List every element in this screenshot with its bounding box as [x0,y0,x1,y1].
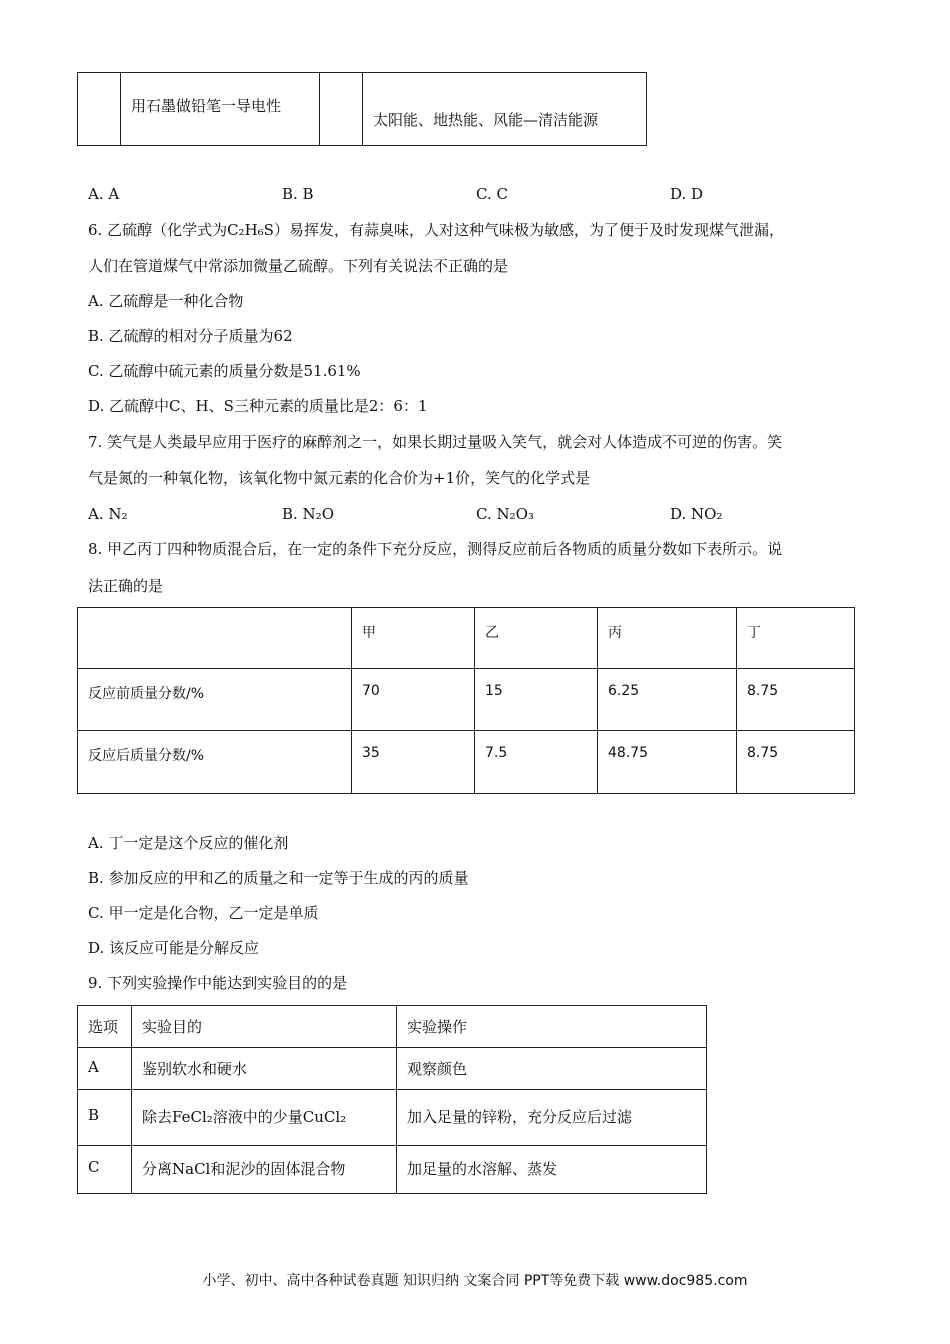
q9-header-purpose: 实验目的 [132,1006,397,1048]
q5-option-b: B. B [282,185,314,203]
q6-option-d: D. 乙硫醇中C、H、S三种元素的质量比是2：6：1 [88,397,428,415]
q8-table [77,607,855,794]
q8-option-a: A. 丁一定是这个反应的催化剂 [88,834,289,852]
q9-table-row [78,1048,707,1090]
q9-row-a-option: A [78,1048,132,1090]
top-table-cell-left: 用石墨做铅笔一导电性 [121,73,320,146]
q8-header-ding: 丁 [737,608,855,669]
q8-table-row [78,669,855,731]
top-table-cell-right: 太阳能、地热能、风能—清洁能源 [363,73,647,146]
q8-row2-label: 反应后质量分数/% [78,731,352,794]
q8-row2-ding: 8.75 [737,731,855,794]
q8-stem-line1: 8. 甲乙丙丁四种物质混合后，在一定的条件下充分反应，测得反应前后各物质的质量分数如下表所示。说 [88,540,783,558]
q8-option-d: D. 该反应可能是分解反应 [88,939,260,957]
q9-row-a-operation: 观察颜色 [397,1048,707,1090]
q9-row-b-purpose: 除去FeCl₂溶液中的少量CuCl₂ [132,1090,397,1146]
q8-header-jia: 甲 [352,608,475,669]
q9-row-c-purpose: 分离NaCl和泥沙的固体混合物 [132,1146,397,1194]
q6-stem-line2: 人们在管道煤气中常添加微量乙硫醇。下列有关说法不正确的是 [88,257,509,275]
q7-option-c: C. N₂O₃ [476,505,534,523]
q9-row-a-purpose: 鉴别软水和硬水 [132,1048,397,1090]
q8-row2-bing: 48.75 [598,731,737,794]
q6-option-b: B. 乙硫醇的相对分子质量为62 [88,327,293,345]
q8-row1-bing: 6.25 [598,669,737,731]
top-table-empty-cell-1 [78,73,121,146]
q9-stem: 9. 下列实验操作中能达到实验目的的是 [88,974,348,992]
q9-table-row [78,1146,707,1194]
q9-row-c-operation: 加足量的水溶解、蒸发 [397,1146,707,1194]
q9-row-b-option: B [78,1090,132,1146]
q6-stem-line1: 6. 乙硫醇（化学式为C₂H₆S）易挥发，有蒜臭味，人对这种气味极为敏感，为了便于及时发现煤气泄漏， [88,221,784,239]
q5-option-a: A. A [88,185,120,203]
q9-row-c-option: C [78,1146,132,1194]
q8-row2-yi: 7.5 [475,731,598,794]
q8-row2-jia: 35 [352,731,475,794]
q8-table-header-row [78,608,855,669]
q7-option-a: A. N₂ [88,505,128,523]
q5-option-d: D. D [670,185,704,203]
q9-table [77,1005,707,1194]
q8-stem-line2: 法正确的是 [88,577,164,595]
q8-table-row [78,731,855,794]
q5-option-c: C. C [476,185,508,203]
page-footer: 小学、初中、高中各种试卷真题 知识归纳 文案合同 PPT等免费下载 www.doc985.com [202,1273,748,1289]
q7-option-b: B. N₂O [282,505,334,523]
top-table [77,72,647,146]
q9-header-option: 选项 [78,1006,132,1048]
q7-option-d: D. NO₂ [670,505,723,523]
q8-option-b: B. 参加反应的甲和乙的质量之和一定等于生成的丙的质量 [88,869,469,887]
q6-option-c: C. 乙硫醇中硫元素的质量分数是51.61% [88,362,361,380]
q8-row1-label: 反应前质量分数/% [78,669,352,731]
q8-header-yi: 乙 [475,608,598,669]
q9-row-b-operation: 加入足量的锌粉，充分反应后过滤 [397,1090,707,1146]
q6-option-a: A. 乙硫醇是一种化合物 [88,292,244,310]
q8-option-c: C. 甲一定是化合物，乙一定是单质 [88,904,319,922]
top-table-empty-cell-2 [320,73,363,146]
q7-stem-line2: 气是氮的一种氧化物，该氧化物中氮元素的化合价为+1价，笑气的化学式是 [88,469,591,487]
q9-header-operation: 实验操作 [397,1006,707,1048]
q9-table-row [78,1090,707,1146]
q7-stem-line1: 7. 笑气是人类最早应用于医疗的麻醉剂之一，如果长期过量吸入笑气，就会对人体造成不可逆的伤害。笑 [88,433,783,451]
q8-row1-jia: 70 [352,669,475,731]
q8-header-bing: 丙 [598,608,737,669]
q9-table-header-row [78,1006,707,1048]
q8-header-empty [78,608,352,669]
q8-row1-yi: 15 [475,669,598,731]
q8-row1-ding: 8.75 [737,669,855,731]
